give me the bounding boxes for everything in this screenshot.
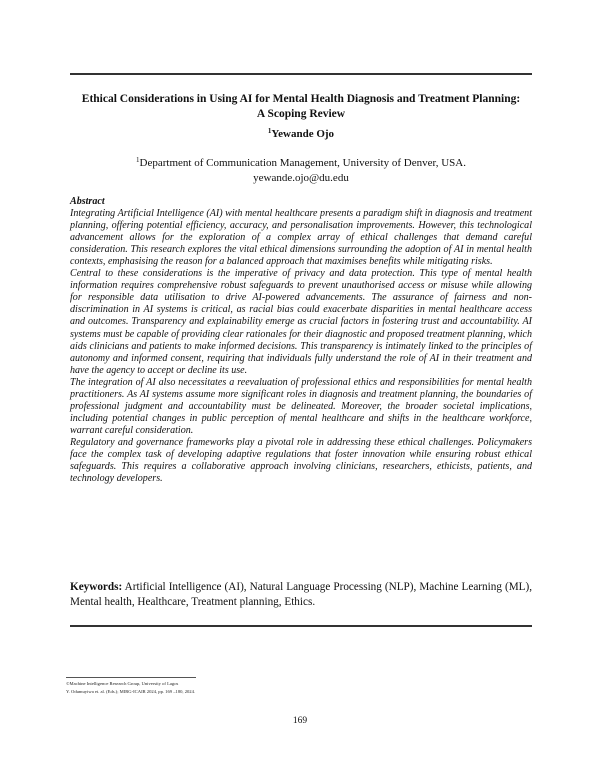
author [66, 127, 536, 140]
title-line-2: A Scoping Review [256, 107, 346, 120]
paper-title [66, 92, 536, 121]
abstract-section [70, 196, 532, 485]
abstract-paragraph: Integrating Artificial Intelligence (AI) with mental healthcare presents a paradigm shift in diagnosis and treatment planning, offering potential efficiency, accuracy, and personalisation improvements. However, this technological advancement allows for the exploration of a complex array of ethical challenges that demand careful consideration. This research explores the vital ethical dimensions surrounding the adoption of AI in mental health contexts, emphasising the reason for a balanced approach that maximises benefits while mitigating risks. [70, 208, 532, 268]
keywords-section [70, 580, 532, 610]
keywords-label: Keywords: [70, 581, 123, 593]
footnotes [66, 680, 195, 696]
footnote-line: Y. Odumuyiwa et. al. (Eds.); MIRG-ICAIR 2024, pp. 169 –180, 2024. [66, 689, 196, 694]
abstract-paragraph: Regulatory and governance frameworks play a pivotal role in addressing these ethical challenges. Policymakers face the complex task of developing adaptive regulations that foster innovation while ensuring robust ethical safeguards. This requires a collaborative approach involving clinicians, researchers, ethicists, patients, and technology developers. [70, 436, 532, 485]
top-rule [70, 73, 532, 75]
affiliation-text: Department of Communication Management, University of Denver, USA. [139, 157, 466, 169]
title-line-1: Ethical Considerations in Using AI for Mental Health Diagnosis and Treatment Planning: [81, 93, 521, 105]
affiliation-superscript: 1 [136, 156, 140, 164]
footnote-rule [66, 677, 196, 678]
author-name: Yewande Ojo [271, 128, 335, 140]
keywords-text: Artificial Intelligence (AI), Natural Language Processing (NLP), Machine Learning (ML), Mental health, Healthcare, Treatment planning, Ethics. [70, 581, 532, 608]
author-email: yewande.ojo@du.edu [253, 172, 349, 184]
author-superscript: 1 [267, 127, 272, 135]
abstract-paragraph: The integration of AI also necessitates a reevaluation of professional ethics and responsibilities for mental health practitioners. As AI systems assume more significant roles in diagnosis and treatment planning, the boundaries of professional judgment and accountability must be delineated. Moreover, the broader societal implications, including potential changes in public perception of mental healthcare and shifts in the healthcare workforce, warrant careful consideration. [70, 376, 532, 436]
abstract-heading: Abstract [70, 196, 105, 207]
page-number: 169 [292, 716, 308, 726]
bottom-rule [70, 625, 532, 627]
footnote-line: ©Machine Intelligence Research Group, University of Lagos [66, 681, 179, 686]
abstract-paragraph: Central to these considerations is the imperative of privacy and data protection. This type of mental health information requires comprehensive robust safeguards to prevent unauthorised access or misuse while allowing for responsible data utilisation to drive AI-powered advancements. The assurance of fairness and non-discrimination in AI systems is critical, as racial bias could exacerbate disparities in mental healthcare access and outcomes. Transparency and explainability emerge as crucial factors in fostering trust and accountability. AI systems must be capable of providing clear rationales for their diagnostic and proposed treatment planning, which aids clinicians and patients to make informed decisions. This transparency is intimately linked to the principles of autonomy and informed consent, requiring that individuals fully understand the role of AI in their treatment and have the agency to accept or decline its use. [70, 268, 532, 376]
affiliation [66, 153, 536, 186]
